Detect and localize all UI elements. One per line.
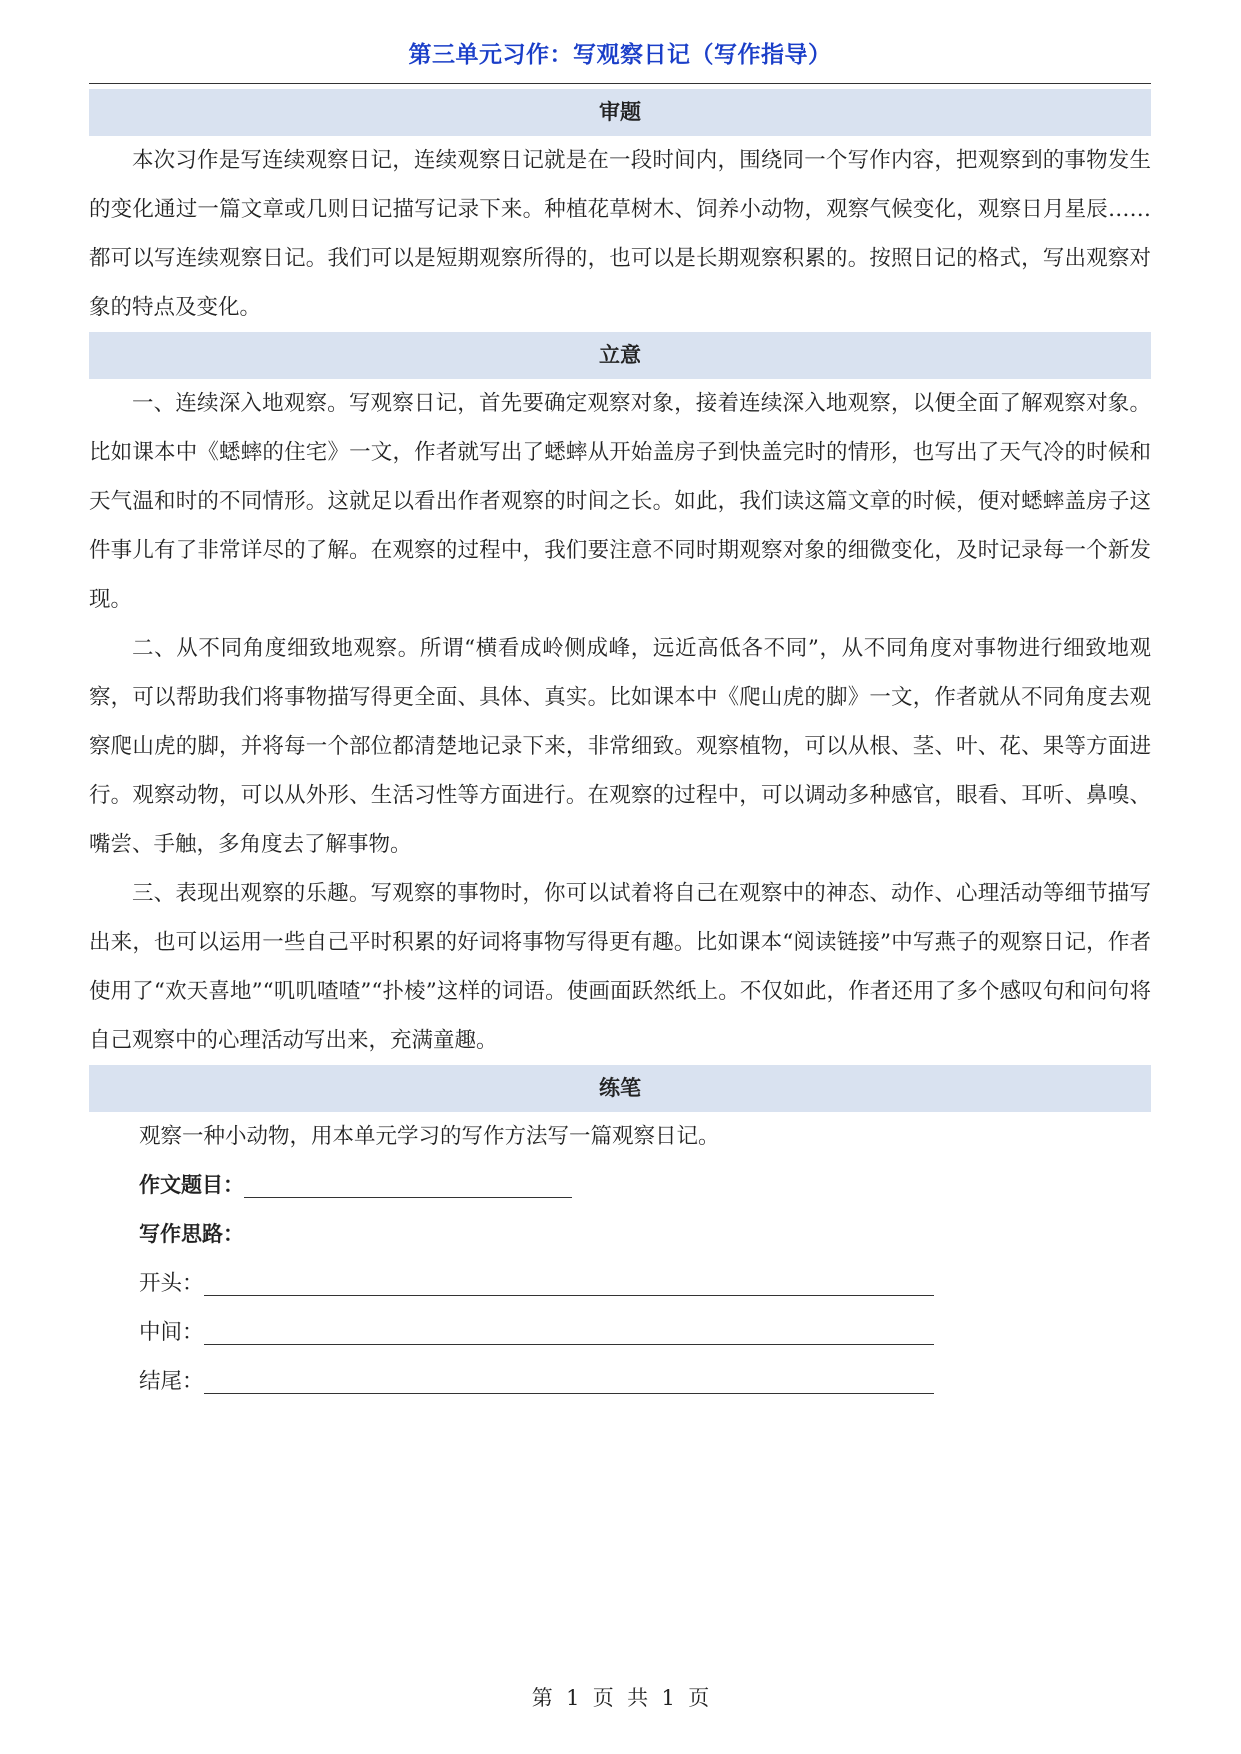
- paragraph: 一、连续深入地观察。写观察日记，首先要确定观察对象，接着连续深入地观察，以便全面了解观察对象。比如课本中《蟋蟀的住宅》一文，作者就写出了蟋蟀从开始盖房子到快盖完时的情形，也写出了天气冷的时候和天气温和时的不同情形。这就足以看出作者观察的时间之长。如此，我们读这篇文章的时候，便对蟋蟀盖房子这件事儿有了非常详尽的了解。在观察的过程中，我们要注意不同时期观察对象的细微变化，及时记录每一个新发现。: [89, 391, 1151, 612]
- practice-section: [89, 1112, 1151, 1406]
- ending-row: [139, 1357, 1151, 1406]
- ending-blank-line[interactable]: [204, 1371, 934, 1394]
- ideas-label: 写作思路：: [139, 1222, 244, 1246]
- topic-label: 作文题目：: [139, 1173, 244, 1197]
- ending-label: 结尾：: [139, 1369, 204, 1394]
- page-number-text: 第 1 页 共 1 页: [531, 1686, 710, 1710]
- section-heading-lianbi: 练笔: [89, 1065, 1151, 1112]
- middle-label: 中间：: [139, 1320, 204, 1345]
- opening-row: [139, 1259, 1151, 1308]
- section-heading-liyi: 立意: [89, 332, 1151, 379]
- document-body: [89, 89, 1151, 1406]
- opening-blank-line[interactable]: [204, 1273, 934, 1296]
- paragraph: 本次习作是写连续观察日记，连续观察日记就是在一段时间内，围绕同一个写作内容，把观察到的事物发生的变化通过一篇文章或几则日记描写记录下来。种植花草树木、饲养小动物，观察气候变化，观察日月星辰……都可以写连续观察日记。我们可以是短期观察所得的，也可以是长期观察积累的。按照日记的格式，写出观察对象的特点及变化。: [89, 148, 1151, 320]
- paragraph: 二、从不同角度细致地观察。所谓“横看成岭侧成峰，远近高低各不同”，从不同角度对事物进行细致地观察，可以帮助我们将事物描写得更全面、具体、真实。比如课本中《爬山虎的脚》一文，作者就从不同角度去观察爬山虎的脚，并将每一个部位都清楚地记录下来，非常细致。观察植物，可以从根、茎、叶、花、果等方面进行。观察动物，可以从外形、生活习性等方面进行。在观察的过程中，可以调动多种感官，眼看、耳听、鼻嗅、嘴尝、手触，多角度去了解事物。: [89, 636, 1151, 857]
- page-footer: [0, 1682, 1241, 1712]
- ideas-row: [139, 1210, 1151, 1259]
- topic-row: [139, 1161, 1151, 1210]
- opening-label: 开头：: [139, 1271, 204, 1296]
- paragraph: 三、表现出观察的乐趣。写观察的事物时，你可以试着将自己在观察中的神态、动作、心理活动等细节描写出来，也可以运用一些自己平时积累的好词将事物写得更有趣。比如课本“阅读链接”中写燕子的观察日记，作者使用了“欢天喜地”“叽叽喳喳”“扑棱”这样的词语。使画面跃然纸上。不仅如此，作者还用了多个感叹句和问句将自己观察中的心理活动写出来，充满童趣。: [89, 881, 1151, 1053]
- practice-prompt: 观察一种小动物，用本单元学习的写作方法写一篇观察日记。: [139, 1124, 720, 1149]
- section-heading-shenti: 审题: [89, 89, 1151, 136]
- title-divider: [89, 83, 1151, 84]
- section-body-liyi: [89, 379, 1151, 1065]
- document-title: 第三单元习作：写观察日记（写作指导）: [408, 42, 832, 68]
- topic-blank-line[interactable]: [244, 1175, 572, 1198]
- section-body-shenti: [89, 136, 1151, 332]
- middle-row: [139, 1308, 1151, 1357]
- middle-blank-line[interactable]: [204, 1322, 934, 1345]
